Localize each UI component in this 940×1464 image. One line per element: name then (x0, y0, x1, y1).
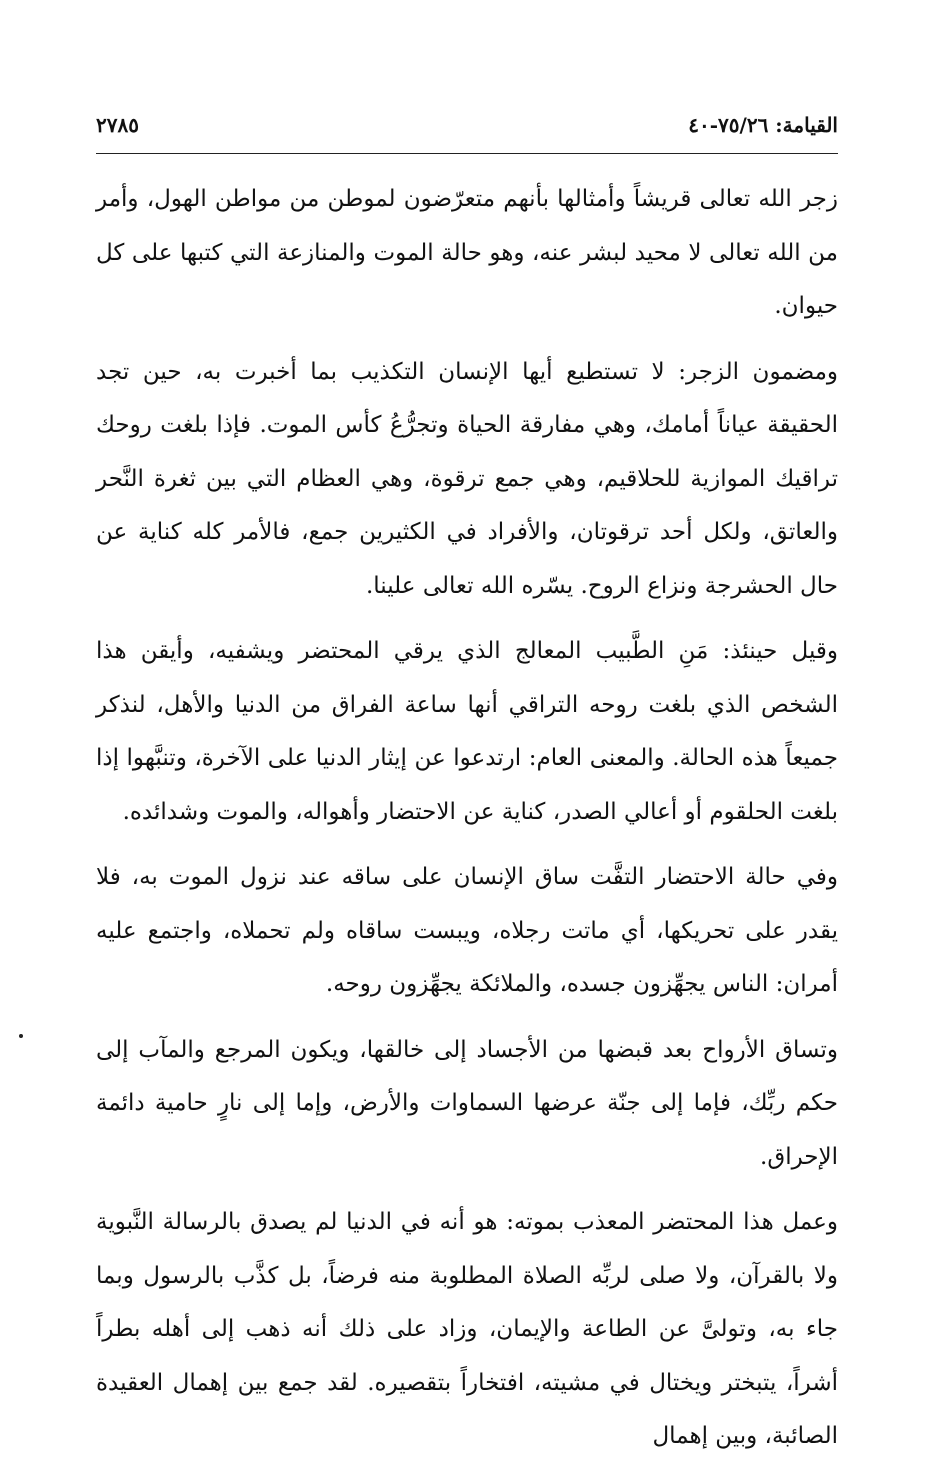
paragraph: وعمل هذا المحتضر المعذب بموته: هو أنه في الدنيا لم يصدق بالرسالة النَّبوية ولا بالقرآن، ولا صلى لربِّه الصلاة المطلوبة منه فرضاً، بل كذَّب بالرسول وبما جاء به، وتولىَّ عن الطاعة والإيمان، وزاد على ذلك أنه ذهب إلى أهله بطراً أشراً، يتبختر ويختال في مشيته، افتخاراً بتقصيره. لقد جمع بين إهمال العقيدة الصائبة، وبين إهمال (96, 1209, 838, 1449)
header-divider (96, 153, 838, 154)
running-head-title: القيامة: ٧٥/٢٦-٤٠ (688, 113, 838, 137)
paragraph: وتساق الأرواح بعد قبضها من الأجساد إلى خالقها، ويكون المرجع والمآب إلى حكم ربِّك، فإما إلى جنّة عرضها السماوات والأرض، وإما إلى نارٍ حامية دائمة الإحراق. (96, 1036, 838, 1170)
paragraph: وقيل حينئذ: مَنِ الطَّبيب المعالج الذي يرقي المحتضر ويشفيه، وأيقن هذا الشخص الذي بلغت روحه التراقي أنها ساعة الفراق من الدنيا والأهل، لنذكر جميعاً هذه الحالة. والمعنى العام: ارتدعوا عن إيثار الدنيا على الآخرة، وتنبَّهوا إذا بلغت الحلقوم أو أعالي الصدر، كناية عن الاحتضار وأهواله، والموت وشدائده. (96, 638, 838, 825)
margin-speck (19, 1034, 23, 1038)
paragraph: زجر الله تعالى قريشاً وأمثالها بأنهم متعرّضون لموطن من مواطن الهول، وأمر من الله تعالى لا محيد لبشر عنه، وهو حالة الموت والمنازعة التي كتبها على كل حيوان. (96, 186, 838, 319)
page-number: ٢٧٨٥ (96, 113, 139, 137)
body-text (96, 173, 838, 1464)
page-header (96, 110, 838, 154)
paragraph: وفي حالة الاحتضار التفَّت ساق الإنسان على ساقه عند نزول الموت به، فلا يقدر على تحريكها، أي ماتت رجلاه، ويبست ساقاه ولم تحملاه، واجتمع عليه أمران: الناس يجهِّزون جسده، والملائكة يجهِّزون روحه. (96, 864, 838, 997)
paragraph: ومضمون الزجر: لا تستطيع أيها الإنسان التكذيب بما أخبرت به، حين تجد الحقيقة عياناً أمامك، وهي مفارقة الحياة وتجرُّعُ كأس الموت. فإذا بلغت روحك تراقيك الموازية للحلاقيم، وهي جمع ترقوة، وهي العظام التي بين ثغرة النَّحر والعاتق، ولكل أحد ترقوتان، والأفراد في الكثيرين جمع، فالأمر كله كناية عن حال الحشرجة ونزاع الروح. يسّره الله تعالى علينا. (96, 358, 838, 599)
